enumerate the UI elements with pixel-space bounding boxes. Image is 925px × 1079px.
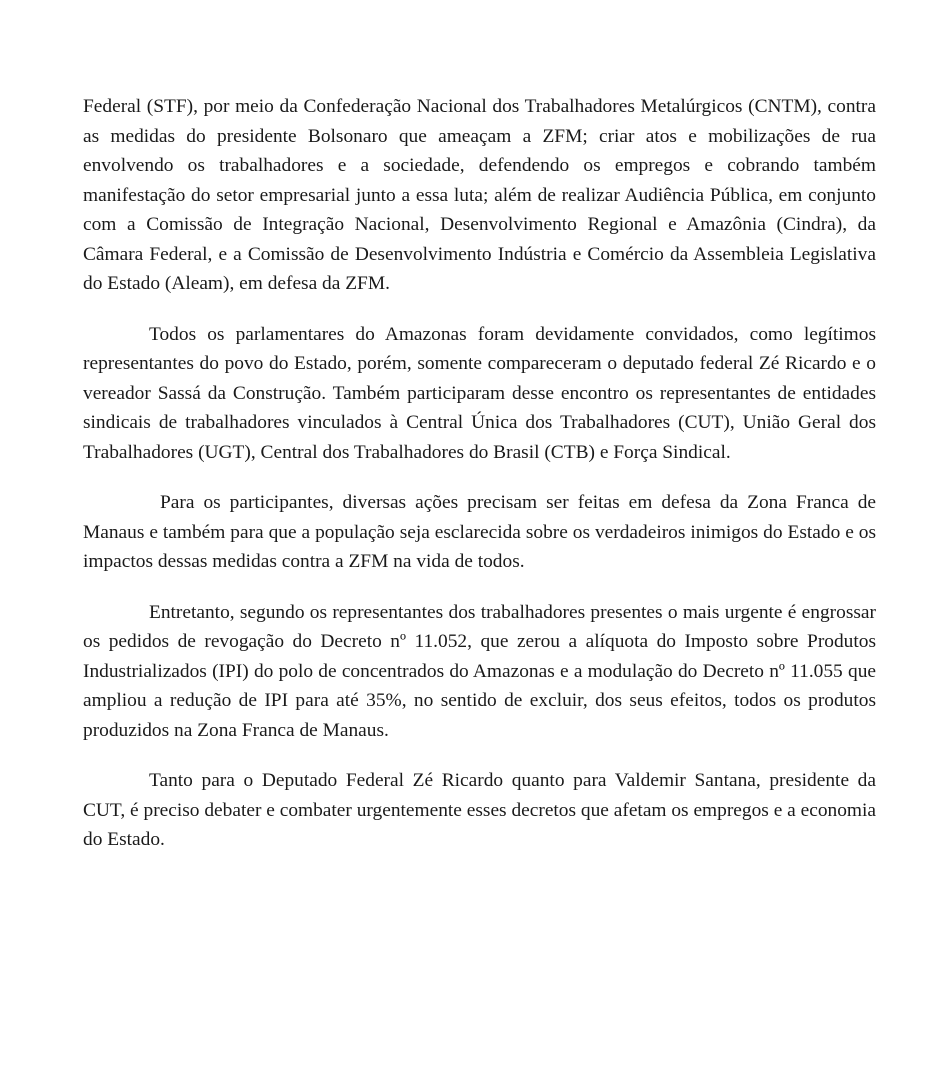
paragraph-conclusion: Tanto para o Deputado Federal Zé Ricardo quanto para Valdemir Santana, presidente da CUT, é preciso debater e combater urgentemente esses decretos que afetam os empregos e a economia do Estado.: [83, 770, 876, 850]
paragraph-decrees: Entretanto, segundo os representantes dos trabalhadores presentes o mais urgente é engrossar os pedidos de revogação do Decreto nº 11.052, que zerou a alíquota do Imposto sobre Produtos Industrializados (IPI) do polo de concentrados do Amazonas e a modulação do Decreto nº 11.055 que ampliou a redução de IPI para até 35%, no sentido de excluir, dos seus efeitos, todos os produtos produzidos na Zona Franca de Manaus.: [83, 601, 876, 741]
paragraph-parliamentarians: Todos os parlamentares do Amazonas foram devidamente convidados, como legítimos representantes do povo do Estado, porém, somente compareceram o deputado federal Zé Ricardo e o vereador Sassá da Construção. Também participaram desse encontro os representantes de entidades sindicais de trabalhadores vinculados à Central Única dos Trabalhadores (CUT), União Geral dos Trabalhadores (UGT), Central dos Trabalhadores do Brasil (CTB) e Força Sindical.: [83, 323, 876, 463]
paragraph-participants: Para os participantes, diversas ações precisam ser feitas em defesa da Zona Franca de Manaus e também para que a população seja esclarecida sobre os verdadeiros inimigos do Estado e os impactos dessas medidas contra a ZFM na vida de todos.: [83, 492, 876, 572]
paragraph-continuation: Federal (STF), por meio da Confederação Nacional dos Trabalhadores Metalúrgicos (CNTM), contra as medidas do presidente Bolsonaro que ameaçam a ZFM; criar atos e mobilizações de rua envolvendo os trabalhadores e a sociedade, defendendo os empregos e cobrando também manifestação do setor empresarial junto a essa luta; além de realizar Audiência Pública, em conjunto com a Comissão de Integração Nacional, Desenvolvimento Regional e Amazônia (Cindra), da Câmara Federal, e a Comissão de Desenvolvimento Indústria e Comércio da Assembleia Legislativa do Estado (Aleam), em defesa da ZFM.: [83, 96, 876, 294]
document-page: [83, 92, 876, 855]
